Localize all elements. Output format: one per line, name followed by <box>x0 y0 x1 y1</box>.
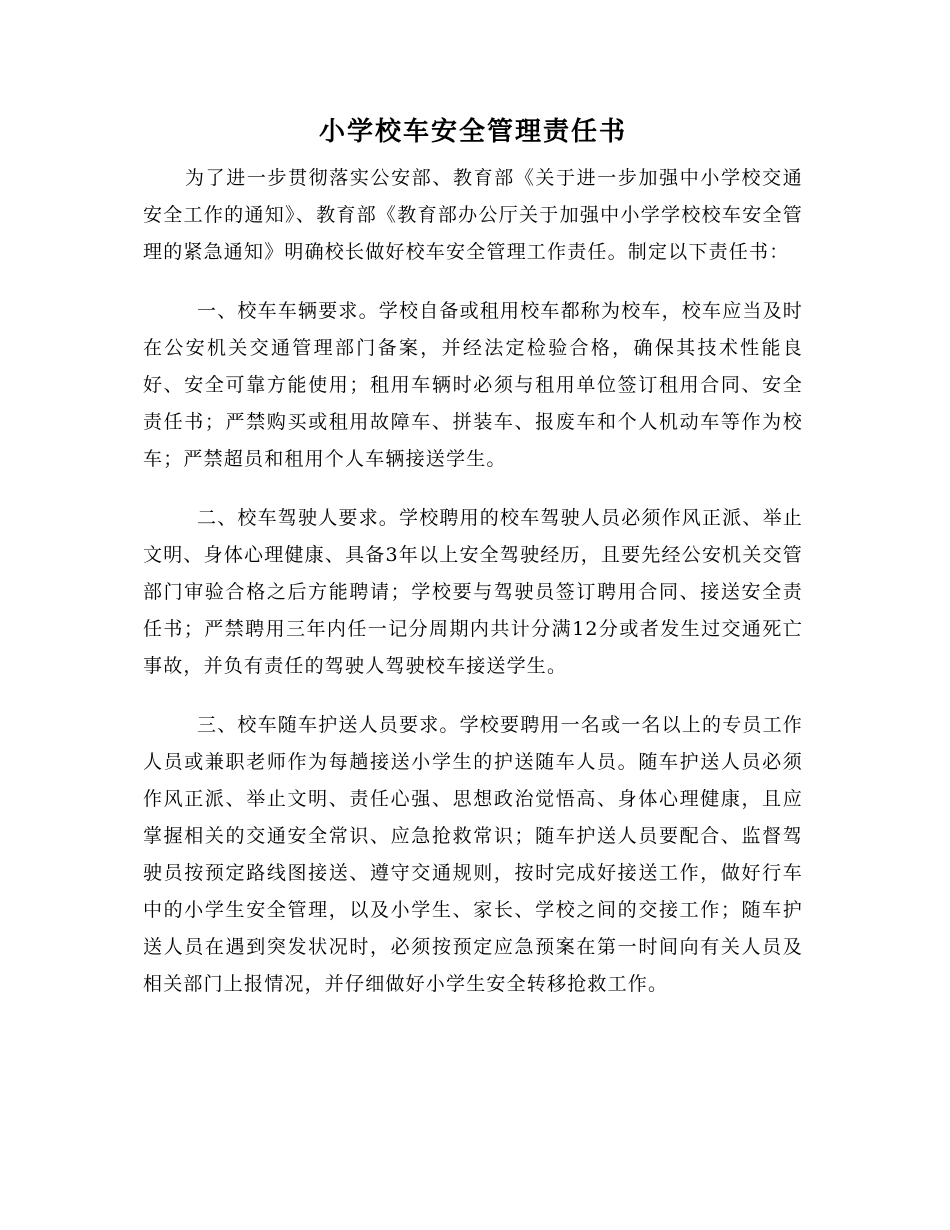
section-driver-requirements: 二、校车驾驶人要求。学校聘用的校车驾驶人员必须作风正派、举止文明、身体心理健康、具备3年以上安全驾驶经历，且要先经公安机关交管部门审验合格之后方能聘请；学校要与驾驶员签订聘用合同、接送安全责任书；严禁聘用三年内任一记分周期内共计分满12分或者发生过交通死亡事故，并负有责任的驾驶人驾驶校车接送学生。 <box>143 507 804 677</box>
intro-paragraph: 为了进一步贯彻落实公安部、教育部《关于进一步加强中小学校交通安全工作的通知》、教育部《教育部办公厅关于加强中小学学校校车安全管理的紧急通知》明确校长做好校车安全管理工作责任。制定以下责任书： <box>143 167 803 263</box>
document-page <box>143 112 803 1025</box>
section-escort-requirements: 三、校车随车护送人员要求。学校要聘用一名或一名以上的专员工作人员或兼职老师作为每趟接送小学生的护送随车人员。随车护送人员必须作风正派、举止文明、责任心强、思想政治觉悟高、身体心理健康，且应掌握相关的交通安全常识、应急抢救常识；随车护送人员要配合、监督驾驶员按预定路线图接送、遵守交通规则，按时完成好接送工作，做好行车中的小学生安全管理，以及小学生、家长、学校之间的交接工作；随车护送人员在遇到突发状况时，必须按预定应急预案在第一时间向有关人员及相关部门上报情况，并仔细做好小学生安全转移抢救工作。 <box>143 714 804 995</box>
document-title: 小学校车安全管理责任书 <box>318 117 627 147</box>
section-vehicle-requirements: 一、校车车辆要求。学校自备或租用校车都称为校车，校车应当及时在公安机关交通管理部门备案，并经法定检验合格，确保其技术性能良好、安全可靠方能使用；租用车辆时必须与租用单位签订租用合同、安全责任书；严禁购买或租用故障车、拼装车、报废车和个人机动车等作为校车；严禁超员和租用个人车辆接送学生。 <box>143 300 804 470</box>
